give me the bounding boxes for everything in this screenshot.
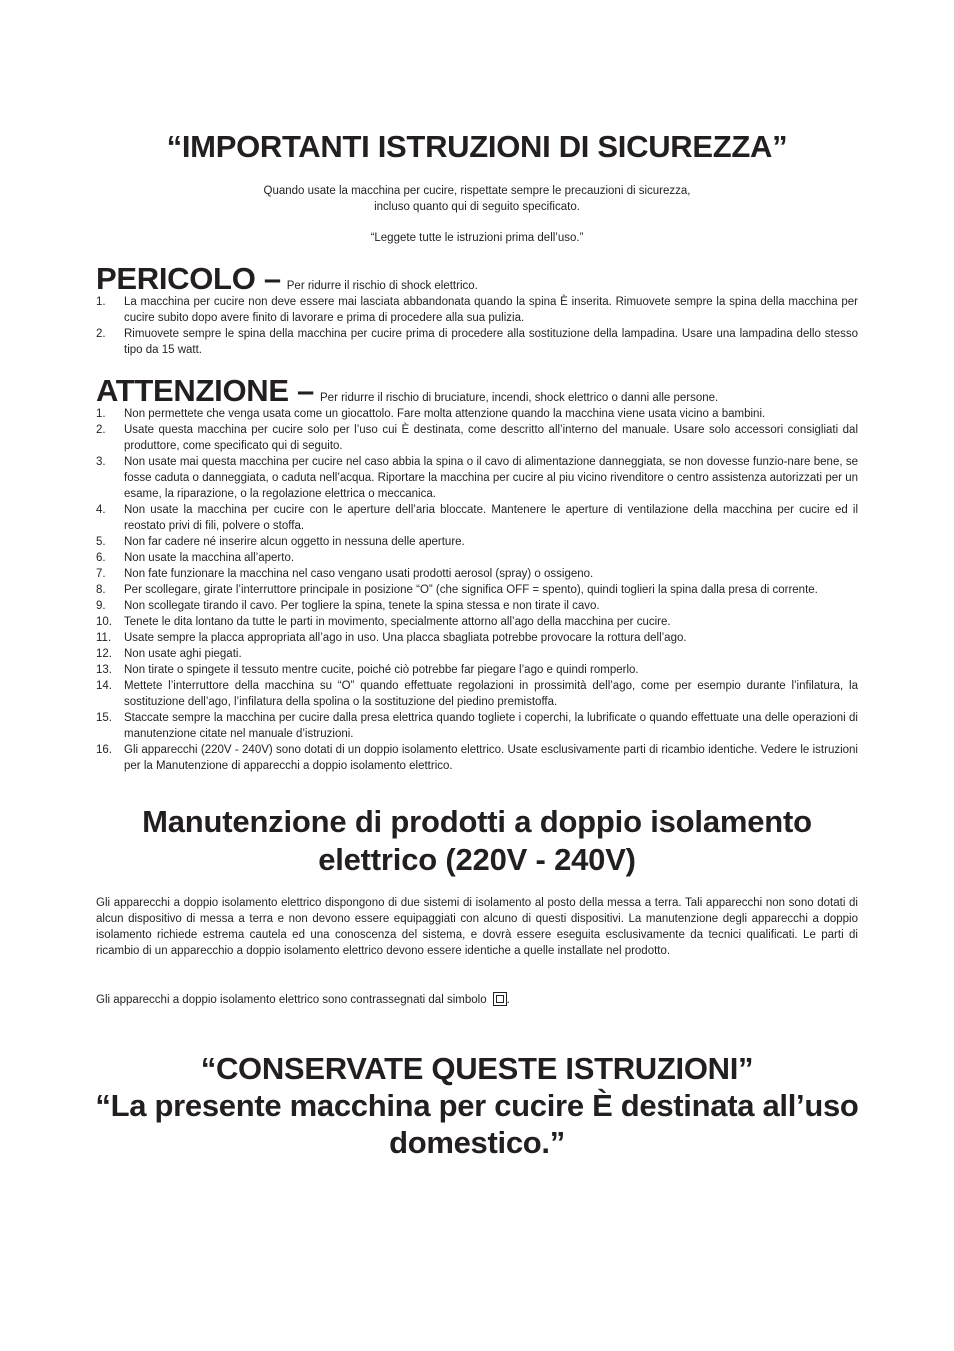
page-title: “IMPORTANTI ISTRUZIONI DI SICUREZZA” — [166, 129, 788, 164]
symbol-note — [96, 992, 858, 1008]
symbol-note-text: Gli apparecchi a doppio isolamento elettrico sono contrassegnati dal simbolo — [96, 994, 487, 1006]
list-item — [96, 582, 858, 598]
maintenance-title-line: Manutenzione di prodotti a doppio isolamento — [142, 804, 812, 839]
attenzione-heading — [96, 373, 858, 408]
list-item-number: 14. — [96, 680, 112, 692]
list-item-text: Gli apparecchi (220V - 240V) sono dotati di un doppio isolamento elettrico. Usate esclusivamente parti di ricambio identiche. Vedere le istruzioni per la Manutenzione di apparecchi a doppio isolamento elettrico. — [124, 744, 858, 772]
list-item-text: Usate questa macchina per cucire solo per l’uso cui È destinata, come descritto all’interno del manuale. Usare solo accessori consigliati dal produttore, come specificato qui di seguito. — [124, 424, 858, 452]
intro-line: Quando usate la macchina per cucire, rispettate sempre le precauzioni di sicurezza, — [263, 185, 691, 197]
list-item — [96, 406, 858, 422]
list-item — [96, 454, 858, 502]
intro-block — [0, 183, 954, 246]
closing-block — [0, 1050, 954, 1161]
list-item-text: Mettete l’interruttore della macchina su “O” quando effettuate regolazioni in prossimità dell’ago, come per esempio durante l’infilatura, la sostituzione dell’ago, l’infilatura della spolina o la sostituzione del piedino premistoffa. — [124, 680, 858, 708]
attenzione-subtitle: Per ridurre il rischio di bruciature, incendi, shock elettrico o danni alle persone. — [320, 392, 719, 404]
attenzione-list — [96, 406, 858, 774]
list-item — [96, 294, 858, 326]
closing-line: “La presente macchina per cucire È destinata all’uso — [95, 1088, 859, 1123]
list-item — [96, 566, 858, 582]
list-item-number: 7. — [96, 568, 106, 580]
list-item-number: 1. — [96, 296, 106, 308]
intro-line: incluso quanto qui di seguito specificato. — [374, 201, 580, 213]
list-item — [96, 534, 858, 550]
list-item-number: 16. — [96, 744, 112, 756]
list-item — [96, 630, 858, 646]
list-item-number: 6. — [96, 552, 106, 564]
list-item-text: Non fate funzionare la macchina nel caso vengano usati prodotti aerosol (spray) o ossigeno. — [124, 568, 594, 580]
pericolo-heading-label: PERICOLO – — [96, 261, 281, 296]
attenzione-section — [96, 373, 858, 774]
list-item-number: 2. — [96, 328, 106, 340]
list-item-text: Non usate mai questa macchina per cucire nel caso abbia la spina o il cavo di alimentazione danneggiata, se non dovesse funzio-nare bene, se fosse caduta o danneggiata, o caduta nell’acqua. Riportare la macchina per cucire al piu vicino rivenditore o centro assistenza autorizzati per un esame, la riparazione, o la regolazione elettrica o meccanica. — [124, 456, 858, 500]
list-item — [96, 614, 858, 630]
list-item — [96, 646, 858, 662]
pericolo-heading — [96, 261, 858, 296]
list-item — [96, 598, 858, 614]
list-item-number: 11. — [96, 632, 112, 644]
closing-line: domestico.” — [389, 1125, 565, 1160]
list-item — [96, 710, 858, 742]
list-item-text: Non tirate o spingete il tessuto mentre cucite, poiché ciò potrebbe far piegare l’ago e quindi romperlo. — [124, 664, 639, 676]
list-item-text: Per scollegare, girate l’interruttore principale in posizione “O” (che significa OFF = spento), quindi toglieri la spina dalla presa di corrente. — [124, 584, 818, 596]
intro-quote: “Leggete tutte le istruzioni prima dell’uso.” — [370, 232, 584, 244]
list-item — [96, 662, 858, 678]
list-item-text: Non usate la macchina all’aperto. — [124, 552, 295, 564]
list-item-number: 3. — [96, 456, 106, 468]
list-item-number: 8. — [96, 584, 106, 596]
maintenance-title — [0, 803, 954, 879]
list-item-number: 1. — [96, 408, 106, 420]
list-item-number: 10. — [96, 616, 112, 628]
list-item — [96, 422, 858, 454]
maintenance-title-line: elettrico (220V - 240V) — [318, 842, 636, 877]
list-item-text: Usate sempre la placca appropriata all’ago in uso. Una placca sbagliata potrebbe provocare la rottura dell’ago. — [124, 632, 687, 644]
list-item-text: La macchina per cucire non deve essere mai lasciata abbandonata quando la spina È inserita. Rimuovete sempre la spina della macchina per cucire subito dopo avere finito di lavorare e prima di procedere alla sua pulizia. — [124, 296, 858, 324]
list-item — [96, 502, 858, 534]
list-item — [96, 550, 858, 566]
pericolo-list — [96, 294, 858, 358]
list-item-number: 9. — [96, 600, 106, 612]
list-item-number: 15. — [96, 712, 112, 724]
list-item-text: Non far cadere né inserire alcun oggetto in nessuna delle aperture. — [124, 536, 465, 548]
list-item-text: Rimuovete sempre le spina della macchina per cucire prima di procedere alla sostituzione della lampadina. Usare una lampadina dello stesso tipo da 15 watt. — [124, 328, 858, 356]
list-item-text: Non usate aghi piegati. — [124, 648, 242, 660]
list-item-text: Staccate sempre la macchina per cucire dalla presa elettrica quando togliete i coperchi, la lubrificate o quando effettuate una delle operazioni di manutenzione citate nel manuale d’istruzioni. — [124, 712, 858, 740]
pericolo-section — [96, 261, 858, 358]
list-item-number: 5. — [96, 536, 106, 548]
list-item-text: Tenete le dita lontano da tutte le parti in movimento, specialmente attorno all’ago della macchina per cucire. — [124, 616, 671, 628]
closing-line: “CONSERVATE QUESTE ISTRUZIONI” — [200, 1051, 754, 1086]
list-item-number: 4. — [96, 504, 106, 516]
list-item-number: 13. — [96, 664, 112, 676]
list-item-text: Non permettete che venga usata come un giocattolo. Fare molta attenzione quando la macchina viene usata vicino a bambini. — [124, 408, 766, 420]
symbol-note-end: . — [506, 994, 510, 1006]
list-item — [96, 678, 858, 710]
list-item-number: 2. — [96, 424, 106, 436]
double-insulation-icon — [493, 992, 507, 1006]
list-item — [96, 742, 858, 774]
pericolo-subtitle: Per ridurre il rischio di shock elettrico. — [286, 280, 478, 292]
list-item — [96, 326, 858, 358]
attenzione-heading-label: ATTENZIONE – — [96, 373, 315, 408]
list-item-text: Non usate la macchina per cucire con le aperture dell’aria bloccate. Mantenere le aperture di ventilazione della macchina per cucire ed il reostato privi di fili, polvere o stoffa. — [124, 504, 858, 532]
list-item-number: 12. — [96, 648, 112, 660]
maintenance-paragraph: Gli apparecchi a doppio isolamento elettrico dispongono di due sistemi di isolamento al posto della messa a terra. Tali apparecchi non sono dotati di alcun dispositivo di messa a terra e non devono essere equipaggiati con alcuno di questi dispositivi. La manutenzione degli apparecchi a doppio isolamento richiede estrema cautela ed una conoscenza del sistema, e dovrà essere eseguita esclusivamente da tecnici qualificati. Le parti di ricambio di un apparecchio a doppio isolamento elettrico devono essere identiche a quelle installate nel prodotto. — [96, 897, 858, 957]
list-item-text: Non scollegate tirando il cavo. Per togliere la spina, tenete la spina stessa e non tirate il cavo. — [124, 600, 600, 612]
